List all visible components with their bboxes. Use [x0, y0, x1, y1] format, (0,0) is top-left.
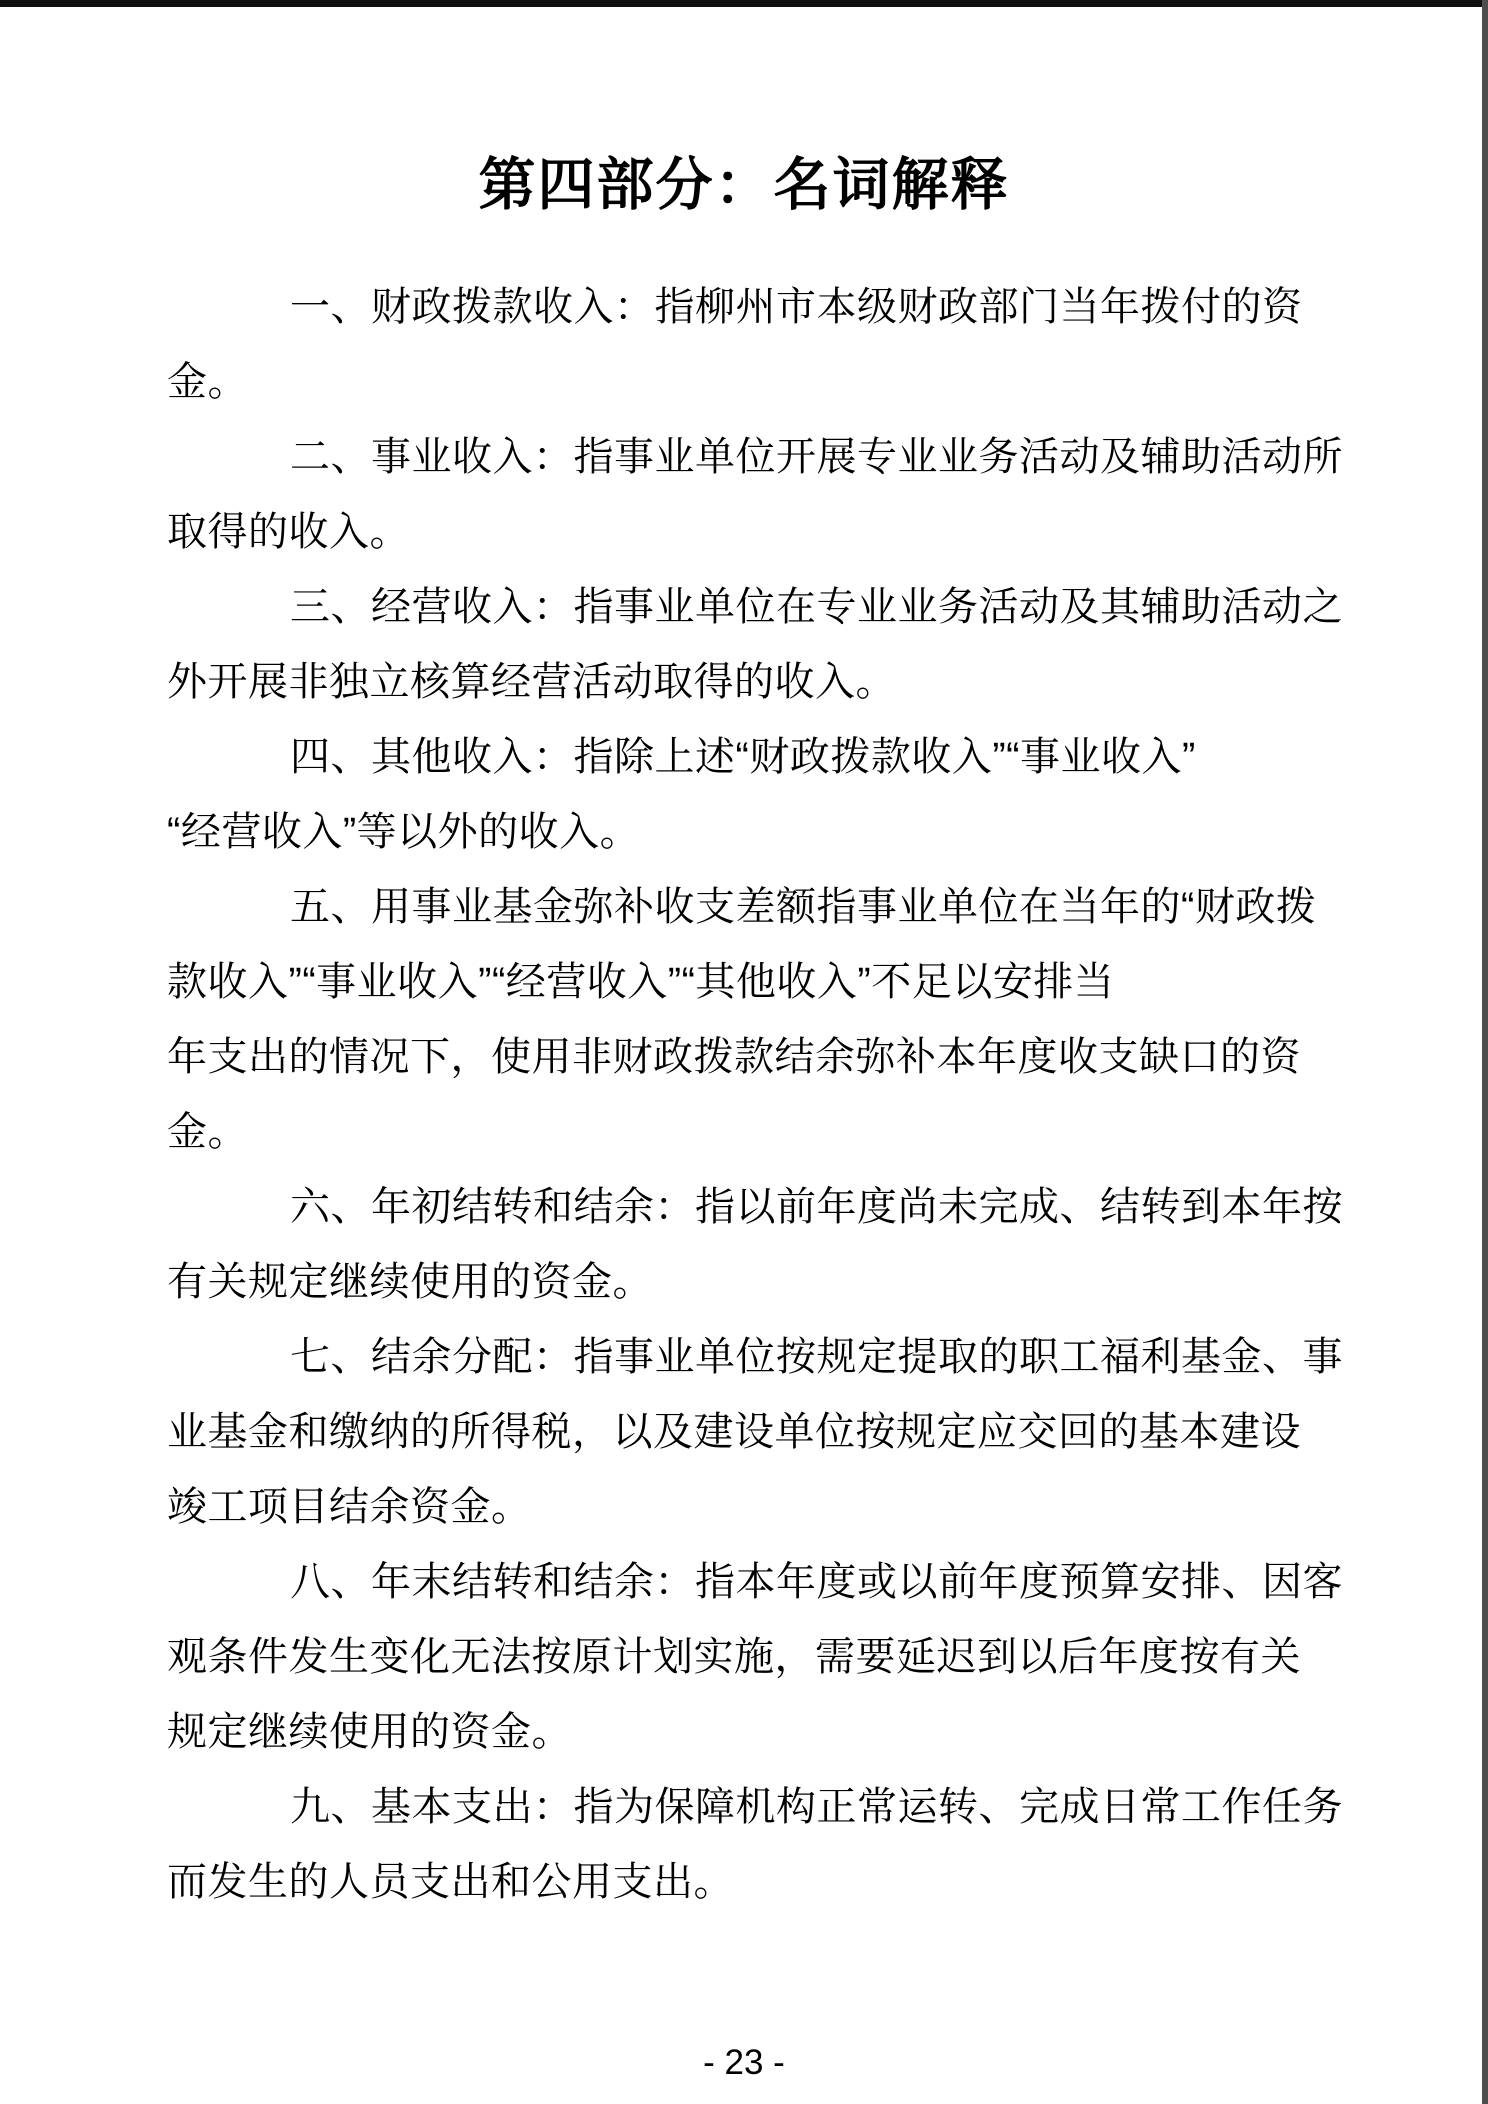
- text-line: 规定继续使用的资金。: [167, 1710, 572, 1754]
- text-line: 九、基本支出：指为保障机构正常运转、完成日常工作任务: [290, 1785, 1343, 1829]
- page-right-border: [1482, 0, 1488, 2104]
- text-line: “经营收入”等以外的收入。: [167, 810, 641, 854]
- text-line: 金。: [167, 1110, 248, 1154]
- text-line: 取得的收入。: [167, 510, 410, 554]
- text-line: 二、事业收入：指事业单位开展专业业务活动及辅助活动所: [290, 435, 1343, 479]
- page-number: - 23 -: [703, 2043, 785, 2082]
- text-line: 而发生的人员支出和公用支出。: [167, 1860, 734, 1904]
- text-line: 七、结余分配：指事业单位按规定提取的职工福利基金、事: [290, 1335, 1343, 1379]
- text-line: 年支出的情况下，使用非财政拨款结余弥补本年度收支缺口的资: [167, 1035, 1301, 1079]
- text-line: 四、其他收入：指除上述“财政拨款收入”“事业收入”: [290, 735, 1196, 779]
- text-line: 竣工项目结余资金。: [167, 1485, 532, 1529]
- page-footer: [0, 2038, 1488, 2088]
- page-top-border: [0, 0, 1488, 7]
- text-line: 款收入”“事业收入”“经营收入”“其他收入”不足以安排当: [167, 960, 1115, 1004]
- text-line: 八、年末结转和结余：指本年度或以前年度预算安排、因客: [290, 1560, 1343, 1604]
- page-title: 第四部分：名词解释: [478, 153, 1010, 217]
- text-line: 一、财政拨款收入：指柳州市本级财政部门当年拨付的资: [290, 285, 1303, 329]
- text-line: 五、用事业基金弥补收支差额指事业单位在当年的“财政拨: [290, 885, 1317, 929]
- text-line: 外开展非独立核算经营活动取得的收入。: [167, 660, 896, 704]
- text-line: 业基金和缴纳的所得税，以及建设单位按规定应交回的基本建设: [167, 1410, 1301, 1454]
- text-line: 三、经营收入：指事业单位在专业业务活动及其辅助活动之: [290, 585, 1343, 629]
- document-body: [167, 270, 1343, 1920]
- text-line: 观条件发生变化无法按原计划实施，需要延迟到以后年度按有关: [167, 1635, 1301, 1679]
- text-line: 金。: [167, 360, 248, 404]
- text-line: 六、年初结转和结余：指以前年度尚未完成、结转到本年按: [290, 1185, 1343, 1229]
- text-line: 有关规定继续使用的资金。: [167, 1260, 653, 1304]
